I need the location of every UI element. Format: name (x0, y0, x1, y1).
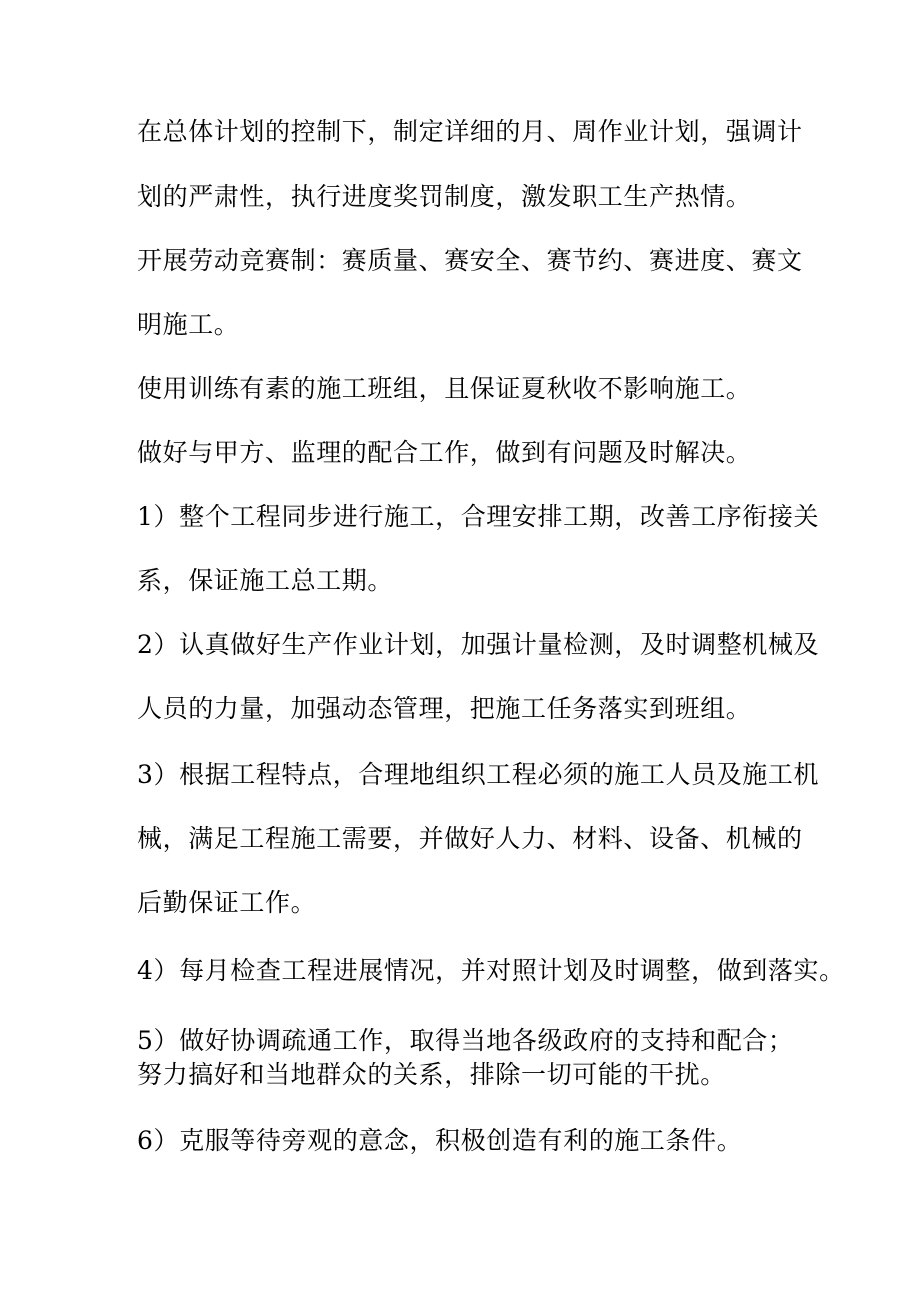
text-line-13: 后勤保证工作。 (137, 888, 317, 917)
text-line-11: 3）根据工程特点，合理地组织工程必须的施工人员及施工机 (137, 760, 820, 789)
text-line-9: 2）认真做好生产作业计划，加强计量检测，及时调整机械及 (137, 630, 820, 659)
text-line-4: 明施工。 (137, 310, 240, 339)
text-line-7: 1）整个工程同步进行施工，合理安排工期，改善工序衔接关 (137, 502, 820, 531)
text-line-2: 划的严肃性，执行进度奖罚制度，激发职工生产热情。 (137, 182, 752, 211)
text-line-8: 系，保证施工总工期。 (137, 566, 394, 595)
text-line-3: 开展劳动竞赛制：赛质量、赛安全、赛节约、赛进度、赛文 (137, 246, 803, 275)
text-line-1: 在总体计划的控制下，制定详细的月、周作业计划，强调计 (137, 117, 803, 146)
text-line-12: 械，满足工程施工需要，并做好人力、材料、设备、机械的 (137, 824, 803, 853)
text-line-5: 使用训练有素的施工班组，且保证夏秋收不影响施工。 (137, 374, 752, 403)
text-line-10: 人员的力量，加强动态管理，把施工任务落实到班组。 (137, 694, 752, 723)
text-line-15: 5）做好协调疏通工作，取得当地各级政府的支持和配合； (137, 1026, 794, 1055)
text-line-6: 做好与甲方、监理的配合工作，做到有问题及时解决。 (137, 438, 752, 467)
text-line-14: 4）每月检查工程进展情况，并对照计划及时调整，做到落实。 (137, 956, 845, 985)
text-line-17: 6）克服等待旁观的意念，积极创造有利的施工条件。 (137, 1126, 743, 1155)
text-line-16: 努力搞好和当地群众的关系，排除一切可能的干扰。 (137, 1060, 726, 1089)
